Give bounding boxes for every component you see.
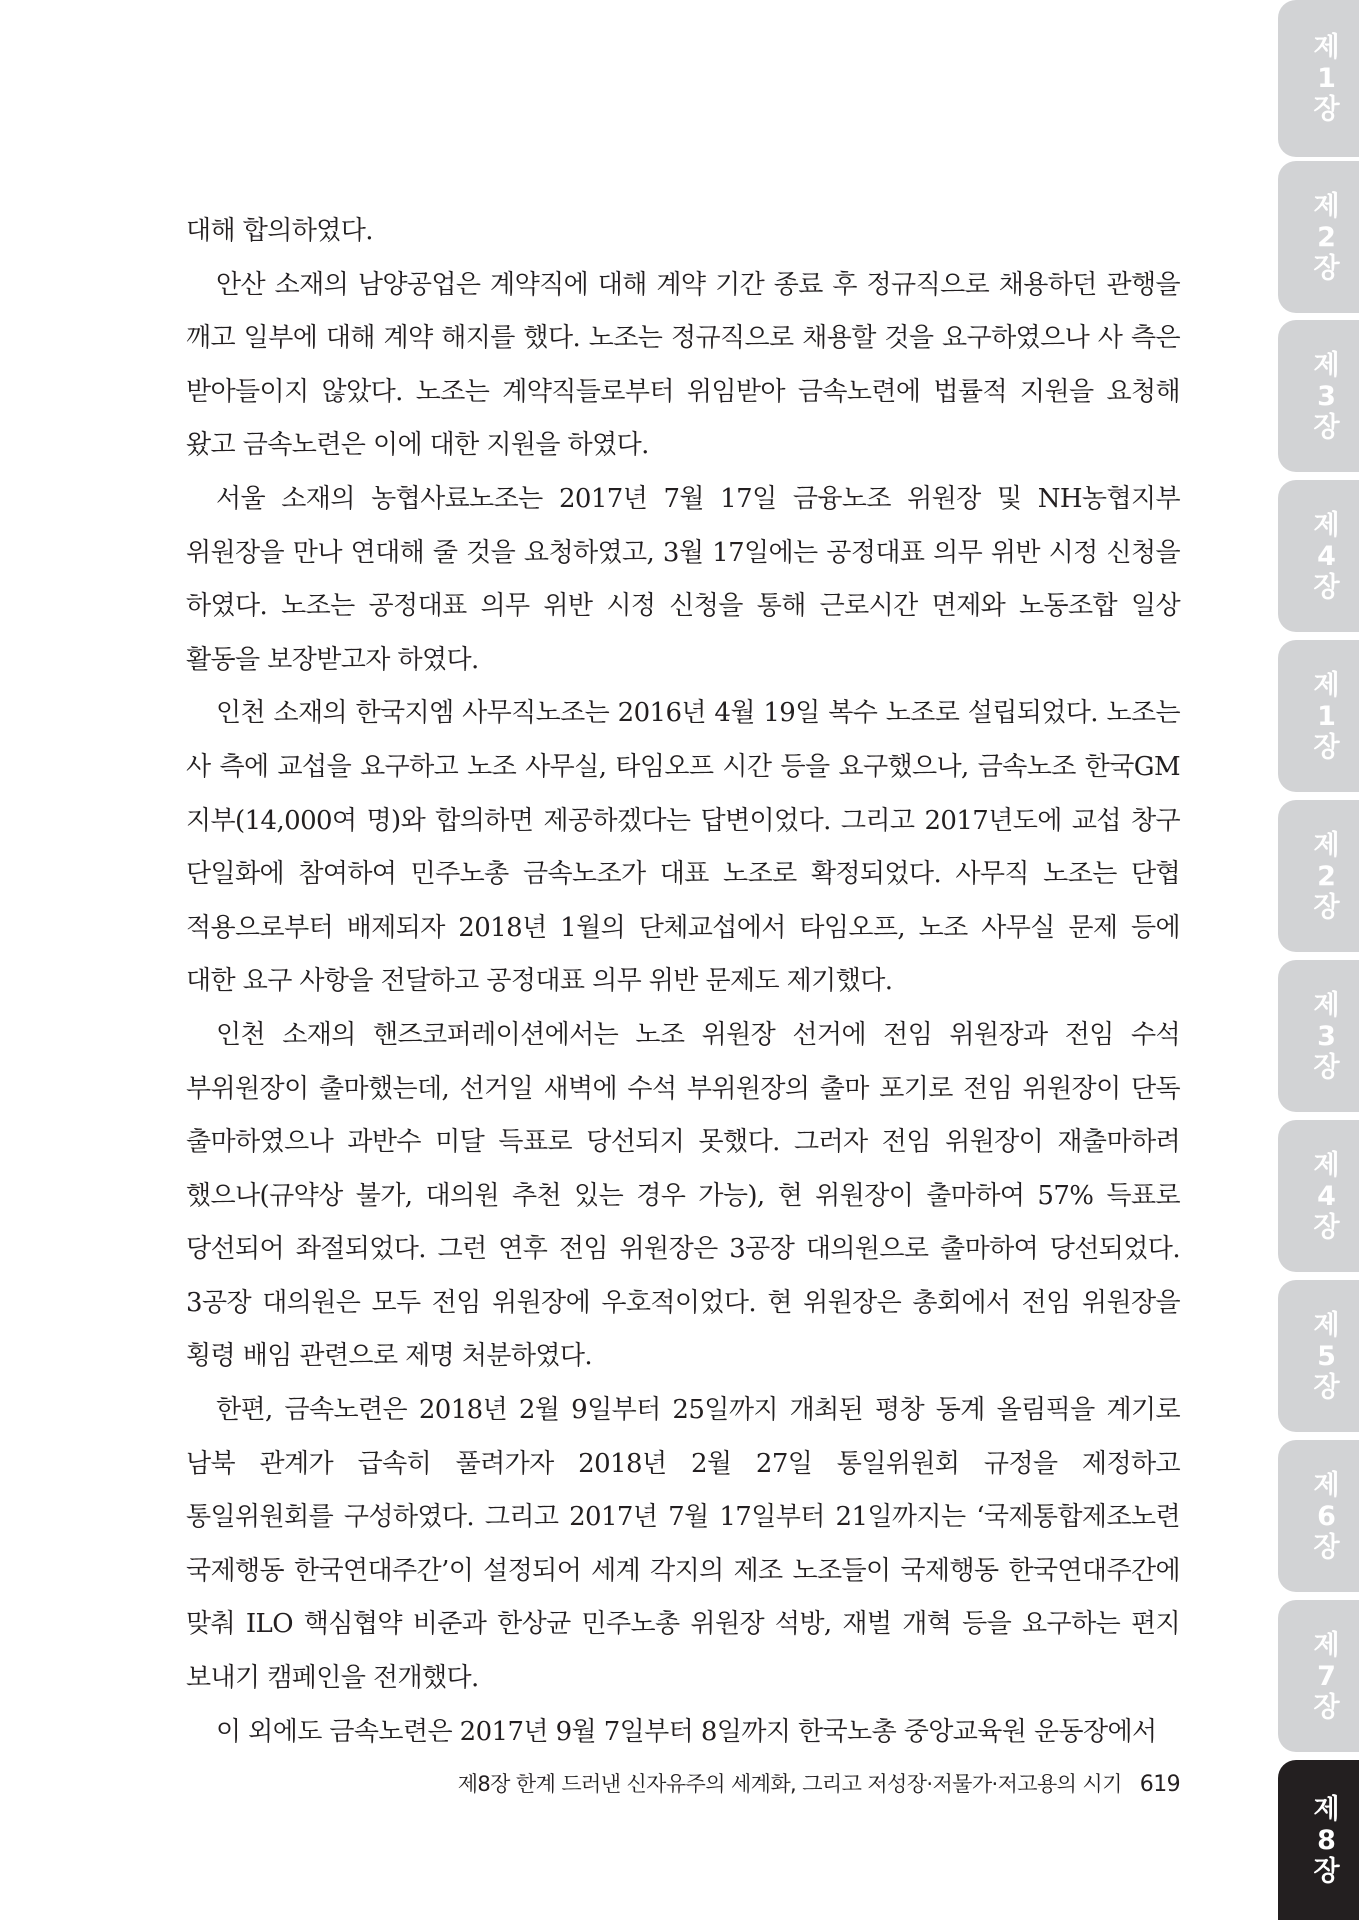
body-text: [186, 205, 1180, 1759]
tab-number: 4: [1317, 1180, 1336, 1212]
tab-prefix: 제: [1313, 1309, 1340, 1341]
tab-suffix: 장: [1313, 94, 1340, 125]
tab-suffix: 장: [1313, 1051, 1340, 1083]
tab-suffix: 장: [1313, 1371, 1340, 1403]
tab-suffix: 장: [1313, 252, 1340, 284]
tab-prefix: 제: [1313, 989, 1340, 1021]
tab-prefix: 제: [1313, 1149, 1340, 1181]
running-footer: [0, 1768, 1180, 1798]
chapter-tab-1[interactable]: [1278, 0, 1359, 157]
tab-number: 3: [1317, 1020, 1336, 1052]
tab-prefix: 제: [1313, 32, 1340, 63]
paragraph-6: 한편, 금속노련은 2018년 2월 9일부터 25일까지 개최된 평창 동계 올림픽을 계기로 남북 관계가 급속히 풀려가자 2018년 2월 27일 통일위원회 규정을 제정하고 통일위원회를 구성하였다. 그리고 2017년 7월 17일부터 21일까지는 ‘국제통합제조노련 국제행동 한국연대주간’이 설정되어 세계 각지의 제조 노조들이 국제행동 한국연대주간에 맞춰 ILO 핵심협약 비준과 한상균 민주노총 위원장 석방, 재벌 개혁 등을 요구하는 편지 보내기 캠페인을 전개했다.: [186, 1395, 1180, 1694]
tab-suffix: 장: [1313, 1211, 1340, 1243]
chapter-tab-3[interactable]: [1278, 320, 1359, 472]
chapter-tab-10[interactable]: [1278, 1440, 1359, 1592]
footer-chapter-title: 제8장 한계 드러낸 신자유주의 세계화, 그리고 저성장·저물가·저고용의 시기: [457, 1772, 1122, 1796]
tab-prefix: 제: [1313, 190, 1340, 222]
chapter-tab-7[interactable]: [1278, 960, 1359, 1112]
tab-number: 4: [1317, 540, 1336, 572]
tab-number: 2: [1317, 221, 1336, 253]
chapter-tab-12-current[interactable]: [1278, 1760, 1359, 1920]
chapter-tab-5[interactable]: [1278, 640, 1359, 792]
tab-prefix: 제: [1313, 349, 1340, 381]
tab-prefix: 제: [1313, 1629, 1340, 1661]
tab-prefix: 제: [1313, 509, 1340, 541]
chapter-tab-11[interactable]: [1278, 1600, 1359, 1752]
tab-suffix: 장: [1313, 411, 1340, 443]
paragraph-5: 인천 소재의 핸즈코퍼레이션에서는 노조 위원장 선거에 전임 위원장과 전임 수석 부위원장이 출마했는데, 선거일 새벽에 수석 부위원장의 출마 포기로 전임 위원장이 단독 출마하였으나 과반수 미달 득표로 당선되지 못했다. 그러자 전임 위원장이 재출마하려 했으나(규약상 불가, 대의원 추천 있는 경우 가능), 현 위원장이 출마하여 57% 득표로 당선되어 좌절되었다. 그런 연후 전임 위원장은 3공장 대의원으로 출마하여 당선되었다. 3공장 대의원은 모두 전임 위원장에 우호적이었다. 현 위원장은 총회에서 전임 위원장을 횡령 배임 관련으로 제명 처분하였다.: [186, 1019, 1180, 1372]
tab-number: 3: [1317, 380, 1336, 412]
tab-suffix: 장: [1313, 1855, 1340, 1887]
tab-number: 1: [1317, 700, 1336, 732]
page-number: 619: [1139, 1772, 1180, 1797]
tab-suffix: 장: [1313, 571, 1340, 603]
paragraph-3: 서울 소재의 농협사료노조는 2017년 7월 17일 금융노조 위원장 및 NH농협지부 위원장을 만나 연대해 줄 것을 요청하였고, 3월 17일에는 공정대표 의무 위반 시정 신청을 하였다. 노조는 공정대표 의무 위반 시정 신청을 통해 근로시간 면제와 노동조합 일상 활동을 보장받고자 하였다.: [186, 483, 1180, 675]
tab-number: 2: [1317, 860, 1336, 892]
paragraph-4: 인천 소재의 한국지엠 사무직노조는 2016년 4월 19일 복수 노조로 설립되었다. 노조는 사 측에 교섭을 요구하고 노조 사무실, 타임오프 시간 등을 요구했으나, 금속노조 한국GM 지부(14,000여 명)와 합의하면 제공하겠다는 답변이었다. 그리고 2017년도에 교섭 창구 단일화에 참여하여 민주노총 금속노조가 대표 노조로 확정되었다. 사무직 노조는 단협 적용으로부터 배제되자 2018년 1월의 단체교섭에서 타임오프, 노조 사무실 문제 등에 대한 요구 사항을 전달하고 공정대표 의무 위반 문제도 제기했다.: [186, 698, 1180, 997]
tab-suffix: 장: [1313, 1691, 1340, 1723]
chapter-tab-4[interactable]: [1278, 480, 1359, 632]
paragraph-7: 이 외에도 금속노련은 2017년 9월 7일부터 8일까지 한국노총 중앙교육원 운동장에서: [216, 1716, 1157, 1747]
chapter-tab-9[interactable]: [1278, 1280, 1359, 1432]
tab-suffix: 장: [1313, 1531, 1340, 1563]
paragraph-2: 안산 소재의 남양공업은 계약직에 대해 계약 기간 종료 후 정규직으로 채용하던 관행을 깨고 일부에 대해 계약 해지를 했다. 노조는 정규직으로 채용할 것을 요구하였으나 사 측은 받아들이지 않았다. 노조는 계약직들로부터 위임받아 금속노련에 법률적 지원을 요청해 왔고 금속노련은 이에 대한 지원을 하였다.: [186, 269, 1180, 461]
tab-suffix: 장: [1313, 891, 1340, 923]
tab-prefix: 제: [1313, 1793, 1340, 1825]
tab-prefix: 제: [1313, 829, 1340, 861]
tab-number: 5: [1317, 1340, 1336, 1372]
chapter-tab-8[interactable]: [1278, 1120, 1359, 1272]
tab-number: 7: [1317, 1660, 1336, 1692]
chapter-tab-2[interactable]: [1278, 161, 1359, 313]
chapter-tab-6[interactable]: [1278, 800, 1359, 952]
tab-prefix: 제: [1313, 1469, 1340, 1501]
tab-number: 1: [1317, 63, 1336, 94]
tab-number: 6: [1317, 1500, 1336, 1532]
tab-number: 8: [1317, 1824, 1336, 1856]
tab-suffix: 장: [1313, 731, 1340, 763]
paragraph-1: 대해 합의하였다.: [186, 216, 373, 246]
chapter-tabs: [1278, 0, 1359, 1920]
tab-prefix: 제: [1313, 669, 1340, 701]
